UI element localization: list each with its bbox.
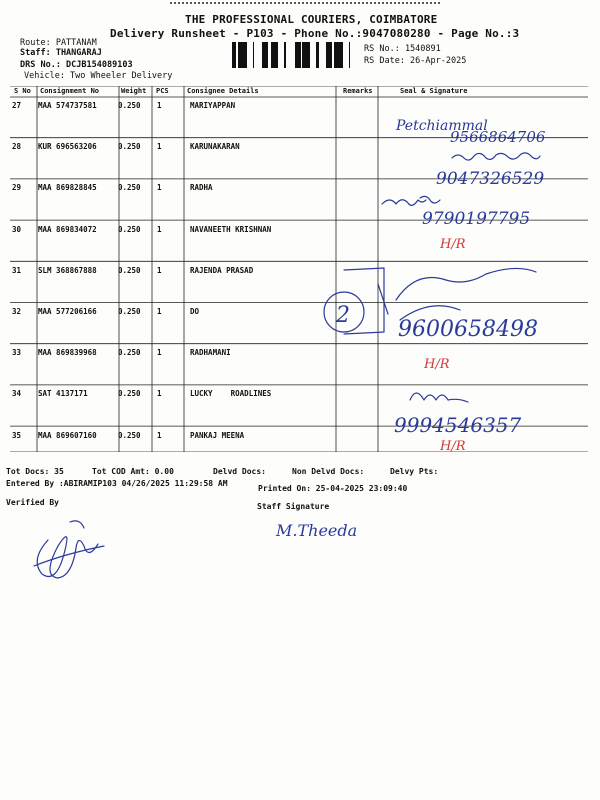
row31-hand-phone: 9600658498	[398, 317, 538, 342]
row-consignment-no: SLM 368867888	[38, 265, 97, 275]
col-consignee: Consignee Details	[187, 87, 259, 95]
footer-non-delvd: Non Delvd Docs:	[292, 467, 365, 476]
row-consignee: MARIYAPPAN	[190, 101, 236, 110]
row33-hr-mark: H/R	[424, 357, 450, 372]
row-consignment-no: MAA 577206166	[38, 307, 97, 316]
route-label: Route: PATTANAM	[20, 38, 97, 48]
row-sno: 31	[12, 265, 22, 275]
row-sno: 35	[12, 430, 22, 440]
row28-hand-phone: 9047326529	[436, 169, 545, 189]
row-consignment-no: MAA 869839968	[38, 348, 97, 358]
row28-hand-scribble	[452, 153, 540, 160]
company-title: THE PROFESSIONAL COURIERS, COIMBATORE	[185, 13, 438, 26]
row-weight: 0.250	[118, 101, 141, 110]
row-sno: 32	[12, 307, 22, 316]
row-consignee: RADHAMANI	[190, 348, 231, 358]
row-pcs: 1	[157, 265, 162, 275]
drs-label: DRS No.: DCJB154089103	[20, 60, 133, 70]
row-pcs: 1	[157, 389, 162, 399]
col-weight: Weight	[121, 87, 147, 95]
row-weight: 0.250	[118, 183, 141, 193]
row30-hr-mark: H/R	[440, 237, 466, 252]
verified-by-label: Verified By	[6, 498, 59, 507]
staff-hand-signature: M.Theeda	[276, 521, 358, 540]
row27-hand-name: Petchiammal	[396, 118, 488, 134]
row-consignment-no: MAA 869834072	[38, 224, 97, 234]
footer-delvd-docs: Delvd Docs:	[213, 467, 266, 476]
row-pcs: 1	[157, 430, 162, 440]
row-consignee: PANKAJ MEENA	[190, 430, 245, 440]
row-consignment-no: SAT 4137171	[38, 389, 88, 399]
row-weight: 0.250	[118, 265, 141, 275]
rs-number: RS No.: 1540891	[364, 44, 441, 54]
row34-hand-phone: 9994546357	[394, 413, 522, 437]
row29-hand-phone: 9790197795	[422, 209, 531, 229]
footer-delvy-pts: Delvy Pts:	[390, 467, 439, 476]
col-seal-signature: Seal & Signature	[400, 87, 468, 95]
row-pcs: 1	[157, 142, 162, 152]
row-pcs: 1	[157, 224, 162, 234]
rs-date: RS Date: 26-Apr-2025	[364, 56, 467, 66]
row-pcs: 1	[157, 101, 162, 110]
col-consignment: Consignment No	[40, 87, 100, 95]
row-consignment-no: MAA 869607160	[38, 430, 97, 440]
row-pcs: 1	[157, 348, 162, 358]
row-weight: 0.250	[118, 389, 141, 399]
runsheet-title: Delivery Runsheet - P103 - Phone No.:9047080280 - Page No.:3	[110, 27, 520, 40]
row-consignee: KARUNAKARAN	[190, 142, 240, 152]
row-weight: 0.250	[118, 224, 141, 234]
row-consignment-no: KUR 696563206	[38, 142, 97, 152]
row34-hand-signature	[410, 393, 468, 402]
col-remarks: Remarks	[343, 87, 373, 95]
row-consignee: DO	[190, 307, 200, 316]
row-weight: 0.250	[118, 307, 141, 316]
row-sno: 34	[12, 389, 22, 399]
row-weight: 0.250	[118, 142, 141, 152]
row-consignee: LUCKY ROADLINES	[190, 389, 272, 399]
row-sno: 33	[12, 348, 22, 358]
row27-hand-phone: 9566864706	[450, 128, 546, 146]
row-consignment-no: MAA 869828845	[38, 183, 97, 193]
row-consignee: RADHA	[190, 183, 213, 193]
footer-tot-cod: Tot COD Amt: 0.00	[92, 467, 174, 476]
vehicle-label: Vehicle: Two Wheeler Delivery	[24, 71, 173, 81]
row-pcs: 1	[157, 183, 162, 193]
row-sno: 29	[12, 183, 22, 193]
row35-hr-mark: H/R	[440, 439, 466, 454]
row31-circled-number: 2	[336, 303, 350, 328]
row-sno: 28	[12, 142, 22, 152]
row-consignment-no: MAA 574737581	[38, 101, 97, 110]
verifier-signature	[34, 521, 104, 578]
row-pcs: 1	[157, 307, 162, 316]
row29-hand-signature	[382, 196, 440, 205]
footer-printed-on: Printed On: 25-04-2025 23:09:40	[258, 484, 408, 493]
row-consignee: NAVANEETH KRISHNAN	[190, 224, 272, 234]
footer-entered-by: Entered By :ABIRAMIP103 04/26/2025 11:29:58 AM	[6, 479, 228, 488]
row-weight: 0.250	[118, 430, 141, 440]
col-sno: S No	[14, 87, 31, 95]
row-weight: 0.250	[118, 348, 141, 358]
footer-tot-docs: Tot Docs: 35	[6, 467, 64, 476]
row-consignee: RAJENDA PRASAD	[190, 265, 254, 275]
staff-label: Staff: THANGARAJ	[20, 48, 102, 58]
col-pcs: PCS	[156, 87, 169, 95]
row-sno: 27	[12, 101, 22, 110]
row-sno: 30	[12, 224, 22, 234]
staff-signature-label: Staff Signature	[257, 502, 330, 511]
